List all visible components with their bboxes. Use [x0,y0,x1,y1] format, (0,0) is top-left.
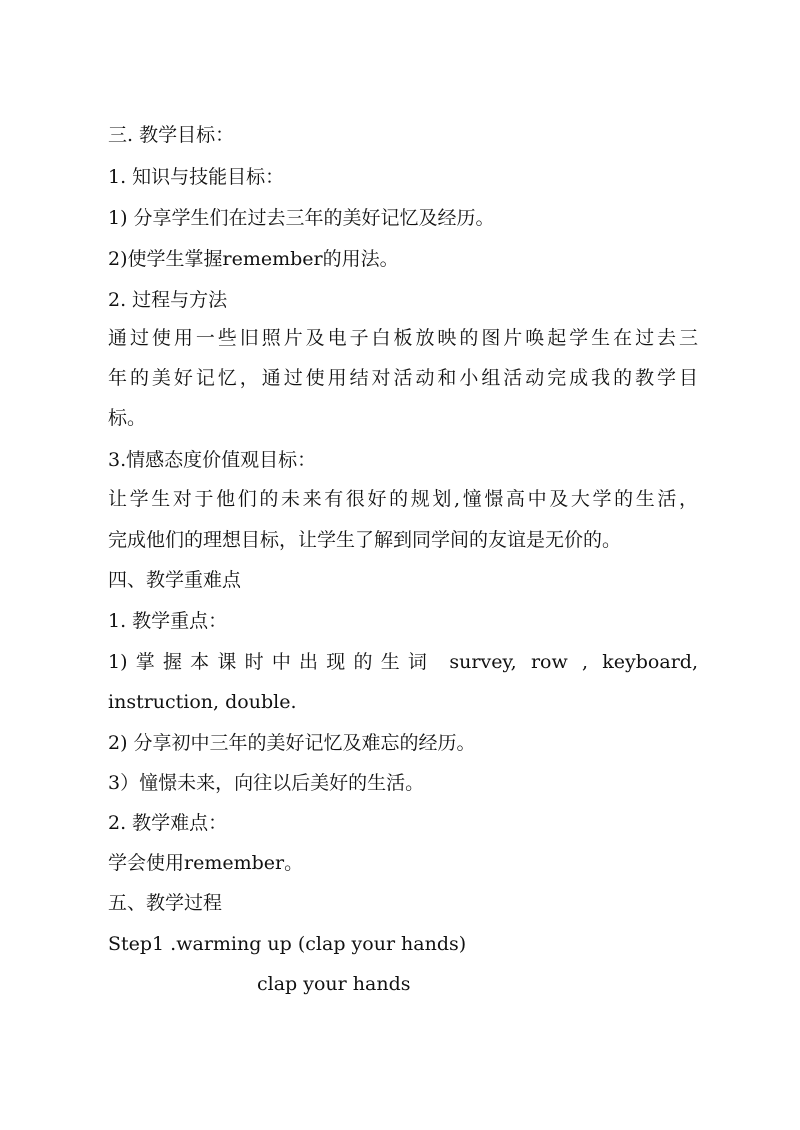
text-line: 1) 分享学生们在过去三年的美好记忆及经历。 [108,207,495,229]
section-heading-process: 五、教学过程 [108,892,223,914]
step-heading: Step1 .warming up (clap your hands) [108,933,467,955]
text-line: 3）憧憬未来，向往以后美好的生活。 [108,772,425,794]
text-line: 2) 分享初中三年的美好记忆及难忘的经历。 [108,732,476,754]
paragraph-line: 让学生对于他们的未来有很好的规划,憧憬高中及大学的生活， [108,488,698,510]
text-line: 2)使学生掌握remember的用法。 [108,248,399,270]
paragraph-line: 通过使用一些旧照片及电子白板放映的图片唤起学生在过去三 [108,327,698,349]
section-heading-key-points: 四、教学重难点 [108,569,242,591]
paragraph-line: 标。 [108,407,147,429]
text-line: 学会使用remember。 [108,852,304,874]
subheading-teaching-difficulty: 2. 教学难点： [108,812,228,834]
subheading-knowledge-skills: 1. 知识与技能目标： [108,166,285,188]
text-line: 1)掌握本课时中出现的生词 survey, row , keyboard, [108,651,698,673]
subheading-emotional-goals: 3.情感态度价值观目标： [108,449,317,471]
subheading-process-methods: 2. 过程与方法 [108,289,228,311]
subheading-teaching-focus: 1. 教学重点： [108,610,228,632]
section-heading-objectives: 三. 教学目标： [108,124,235,146]
text-line: clap your hands [257,973,411,995]
paragraph-line: 年的美好记忆，通过使用结对活动和小组活动完成我的教学目 [108,367,698,389]
paragraph-line: 完成他们的理想目标，让学生了解到同学间的友谊是无价的。 [108,529,622,551]
text-line: instruction, double. [108,691,297,713]
